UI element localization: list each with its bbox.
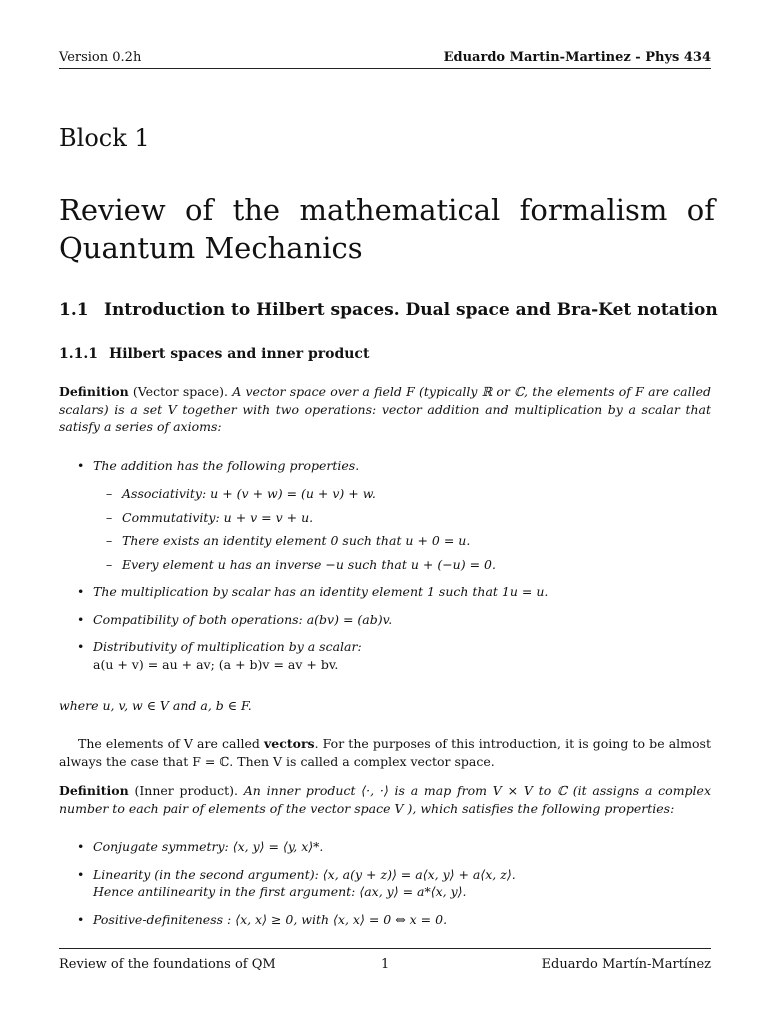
dash-icon: –: [106, 486, 113, 501]
page-footer: [59, 948, 711, 973]
subsection-title: Hilbert spaces and inner product: [109, 346, 370, 362]
list-item: • Distributivity of multiplication by a scalar: a(u + v) = au + av; (a + b)v = av + bv.: [77, 639, 362, 672]
list-item: • Compatibility of both operations: a(bv) = (ab)v.: [77, 611, 393, 627]
definition-name: (Vector space).: [132, 384, 228, 399]
list-item: • The multiplication by scalar has an identity element 1 such that 1u = u.: [77, 584, 549, 599]
bullet-icon: •: [77, 458, 85, 473]
chapter-title: Review of the mathematical formalism of Quantum Mechanics: [59, 193, 715, 265]
addition-intro: The addition has the following properties.: [93, 458, 360, 473]
dash-icon: –: [106, 556, 113, 572]
bullet-icon: •: [77, 839, 85, 854]
definition-label: Definition: [59, 783, 129, 798]
bullet-icon: •: [77, 584, 85, 599]
footer-right: Eduardo Martín-Martínez: [541, 957, 711, 972]
subsection-heading: [59, 346, 369, 362]
subsection-number: 1.1.1: [59, 346, 98, 362]
bullet-icon: •: [77, 639, 85, 654]
definition-text: An inner product ⟨·, ·⟩ is a map from V × V to ℂ (it assigns a complex number to each pair of elements of the vector space V ), which satisfies the following properties:: [59, 783, 712, 816]
addition-bullet: [77, 457, 711, 475]
author-course-label: Eduardo Martin-Martinez - Phys 434: [443, 50, 711, 65]
section-number: 1.1: [59, 300, 89, 320]
vector-space-definition: [59, 383, 711, 436]
vectors-term: vectors: [264, 736, 315, 751]
definition-text: A vector space over a field F (typically ℝ or ℂ, the elements of F are called scalars) is a set V together with two operations: vector addition and multiplication by a scalar that satisfy a series of axioms:: [59, 384, 711, 434]
page-header: [59, 50, 711, 69]
inner-product-properties-list: [77, 838, 711, 928]
list-item: • Conjugate symmetry: ⟨x, y⟩ = ⟨y, x⟩*.: [77, 839, 324, 854]
scalar-properties-list: [77, 583, 711, 673]
vectors-paragraph: The elements of V are called vectors. For the purposes of this introduction, it is going to be almost always the case that F = ℂ. Then V is called a complex vector space.: [59, 736, 711, 769]
addition-properties-list: [106, 486, 496, 580]
distributivity-formula: a(u + v) = au + av; (a + b)v = av + bv.: [93, 656, 339, 672]
list-item: – Commutativity: u + v = v + u.: [106, 509, 314, 525]
footer-left: Review of the foundations of QM: [59, 957, 276, 972]
list-item: – Associativity: u + (v + w) = (u + v) + w.: [106, 486, 376, 501]
definition-name: (Inner product).: [134, 783, 238, 798]
dash-icon: –: [106, 509, 113, 525]
list-item: • Linearity (in the second argument): ⟨x, a(y + z)⟩ = a⟨x, y⟩ + a⟨x, z⟩. Hence antilinearity in the first argument: ⟨ax, y⟩ = a*⟨x, y⟩.: [77, 866, 516, 899]
list-item: • Positive-definiteness : ⟨x, x⟩ ≥ 0, with ⟨x, x⟩ = 0 ⇔ x = 0.: [77, 911, 448, 927]
bullet-icon: •: [77, 911, 85, 927]
bullet-icon: •: [77, 611, 85, 627]
dash-icon: –: [106, 533, 113, 548]
where-text: where u, v, w ∈ V and a, b ∈ F.: [59, 698, 252, 713]
bullet-icon: •: [77, 866, 85, 882]
section-title: Introduction to Hilbert spaces. Dual space and Bra-Ket notation: [104, 300, 718, 320]
inner-product-definition: [59, 782, 711, 817]
page-number: 1: [381, 957, 390, 972]
version-label: Version 0.2h: [59, 50, 142, 65]
definition-label: Definition: [59, 384, 129, 399]
antilinearity-text: Hence antilinearity in the first argument: ⟨ax, y⟩ = a*⟨x, y⟩.: [93, 884, 467, 899]
block-title: Block 1: [59, 124, 150, 152]
section-heading: [59, 300, 718, 320]
list-item: – Every element u has an inverse −u such that u + (−u) = 0.: [106, 556, 496, 572]
list-item: – There exists an identity element 0 such that u + 0 = u.: [106, 533, 471, 548]
list-item: [77, 457, 711, 475]
